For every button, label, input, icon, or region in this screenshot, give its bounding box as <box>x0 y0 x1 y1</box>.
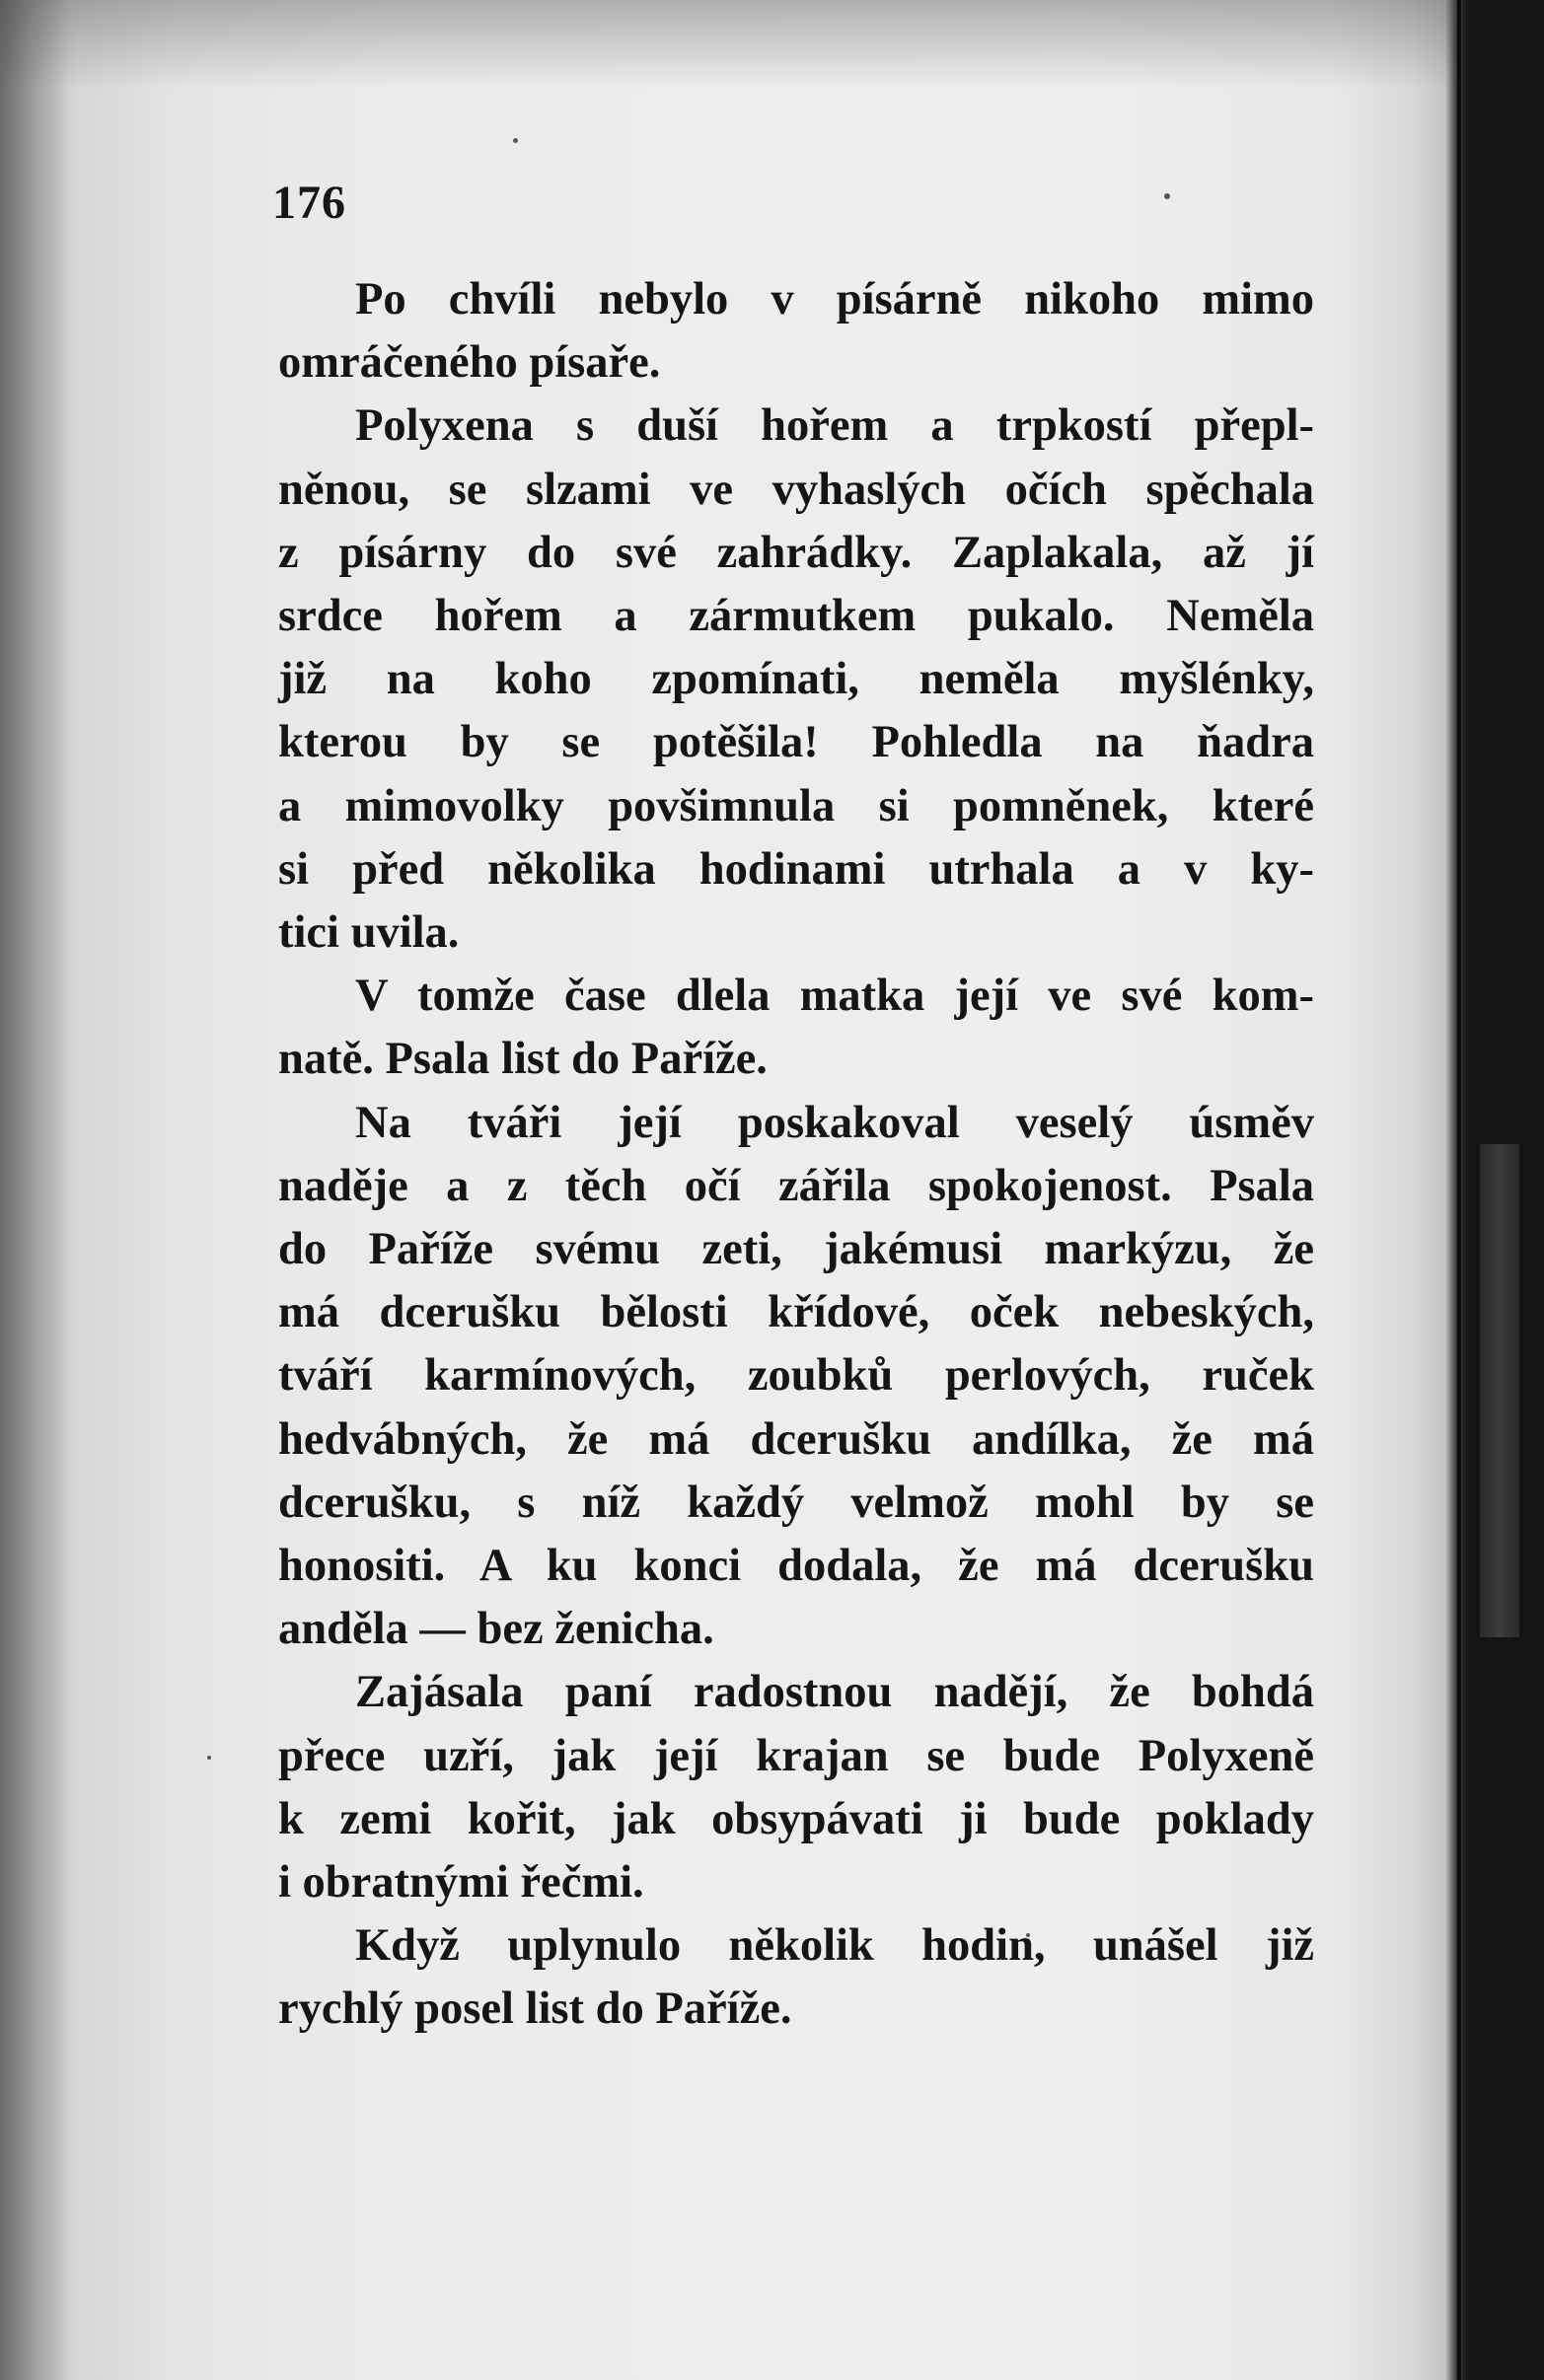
text-line: z písárny do své zahrádky. Zaplakala, až jí <box>278 527 1314 578</box>
text-line: si před několika hodinami utrhala a v ky- <box>278 843 1314 895</box>
text-line: Na tváři její poskakoval veselý úsměv <box>355 1097 1314 1148</box>
text-line: přece uzří, jak její krajan se bude Polyxeně <box>278 1730 1314 1781</box>
text-line: anděla — bez ženicha. <box>278 1604 714 1655</box>
text-line: srdce hořem a zármutkem pukalo. Neměla <box>278 591 1314 642</box>
text-line: do Paříže svému zeti, jakémusi markýzu, že <box>278 1224 1314 1275</box>
text-line: má dcerušku bělosti křídové, oček nebeských, <box>278 1287 1314 1338</box>
paper-speck <box>1164 193 1170 199</box>
text-line: Polyxena s duší hořem a trpkostí přepl- <box>355 400 1314 452</box>
text-line: tváří karmínových, zoubků perlových, ruček <box>278 1350 1314 1402</box>
page-edge-line <box>1457 0 1461 2380</box>
text-line: i obratnými řečmi. <box>278 1857 644 1909</box>
facing-page-highlight <box>1480 1144 1519 1637</box>
page-number: 176 <box>272 177 346 229</box>
text-line: V tomže čase dlela matka její ve své kom- <box>355 971 1314 1022</box>
text-line: honositi. A ku konci dodala, že má dcerušku <box>278 1541 1314 1592</box>
text-line: něnou, se slzami ve vyhaslých očích spěchala <box>278 464 1314 515</box>
text-line: Po chvíli nebylo v písárně nikoho mimo <box>355 274 1314 325</box>
paper-speck <box>207 1756 211 1760</box>
body-text <box>278 268 1314 2042</box>
text-line: a mimovolky povšimnula si pomněnek, které <box>278 780 1314 831</box>
text-line: hedvábných, že má dcerušku andílka, že má <box>278 1413 1314 1465</box>
paper-speck <box>513 138 518 143</box>
text-line: Zajásala paní radostnou nadějí, že bohdá <box>355 1667 1314 1718</box>
text-line: tici uvila. <box>278 907 460 959</box>
text-line: kterou by se potěšila! Pohledla na ňadra <box>278 717 1314 768</box>
text-line: natě. Psala list do Paříže. <box>278 1034 768 1085</box>
binding-gutter-shadow <box>0 0 69 2380</box>
text-line: rychlý posel list do Paříže. <box>278 1983 792 2035</box>
text-line: omráčeného písaře. <box>278 337 661 389</box>
text-line: k zemi kořit, jak obsypávati ji bude poklady <box>278 1793 1314 1844</box>
top-edge-shadow <box>0 0 1460 89</box>
text-line: Když uplynulo několik hodin, unášel již <box>355 1920 1314 1972</box>
text-line: již na koho zpomínati, neměla myšlénky, <box>278 654 1314 705</box>
text-line: naděje a z těch očí zářila spokojenost. Psala <box>278 1160 1314 1211</box>
text-line: dcerušku, s níž každý velmož mohl by se <box>278 1477 1314 1528</box>
